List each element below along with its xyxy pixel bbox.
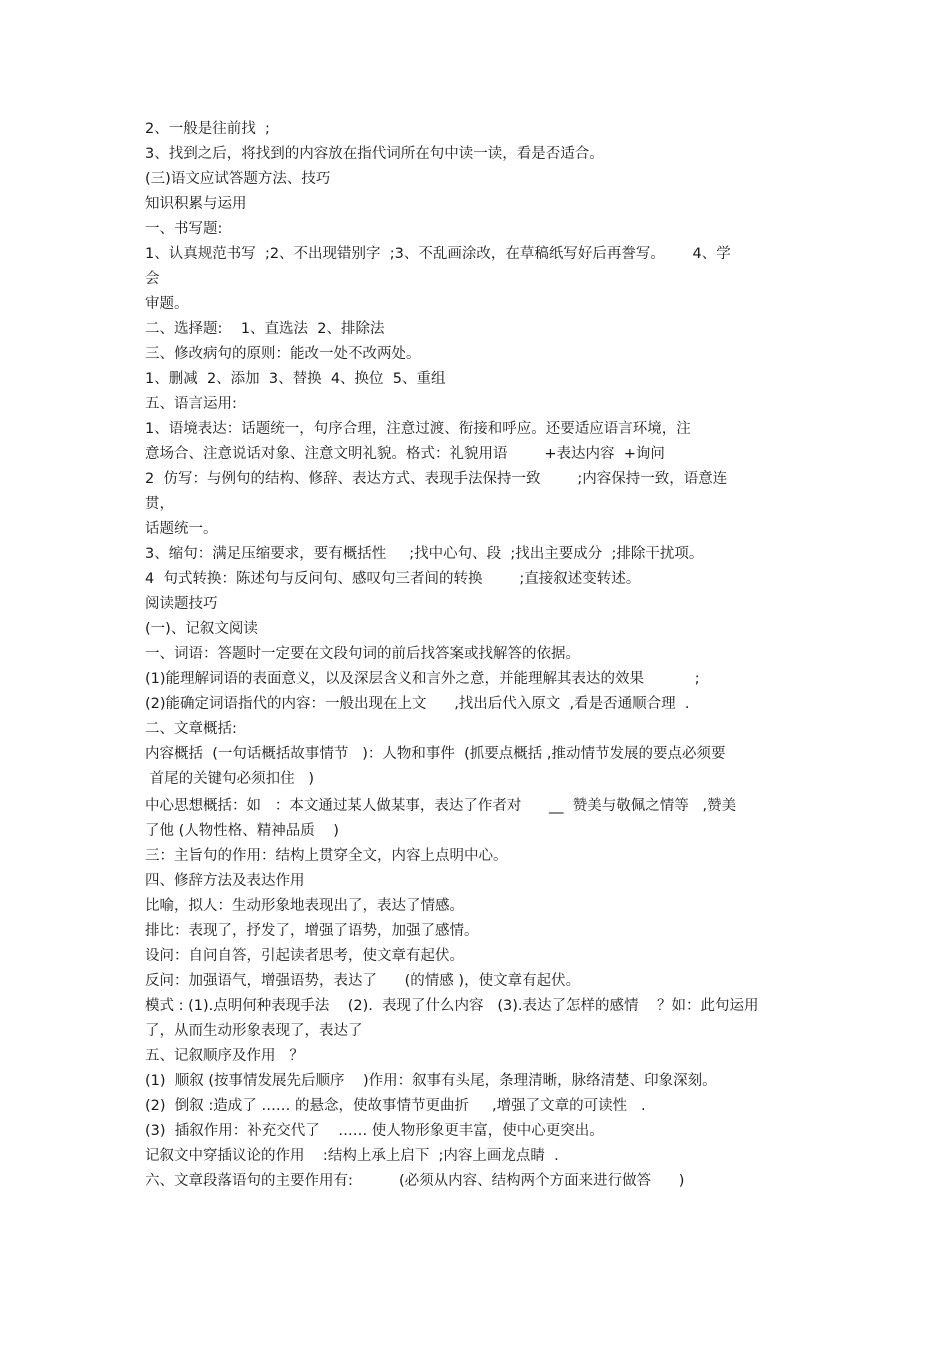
text-line: 2、一般是往前找 ; bbox=[145, 121, 270, 137]
text-line: 3、找到之后，将找到的内容放在指代词所在句中读一读，看是否适合。 bbox=[145, 146, 604, 162]
text-line: (1)能理解词语的表面意义，以及深层含义和言外之意，并能理解其表达的效果 ; bbox=[145, 671, 700, 687]
section-heading: 知识积累与运用 bbox=[145, 196, 247, 212]
text-line: 五、语言运用: bbox=[145, 396, 237, 412]
text-line: 1、删减 2、添加 3、替换 4、换位 5、重组 bbox=[145, 371, 446, 387]
text-line: 六、文章段落语句的主要作用有: (必须从内容、结构两个方面来进行做答 ) bbox=[145, 1173, 685, 1189]
text-line: 二、选择题: 1、直选法 2、排除法 bbox=[145, 321, 385, 337]
text-line: 4 句式转换：陈述句与反问句、感叹句三者间的转换 ;直接叙述变转述。 bbox=[145, 571, 641, 587]
text-line: 模式 : (1).点明何种表现手法 (2). 表现了什么内容 (3).表达了怎样的感情 ？如：此句运用 bbox=[145, 998, 759, 1014]
text-line: 1、语境表达：话题统一，句序合理，注意过渡、衔接和呼应。还要适应语言环境，注 bbox=[145, 421, 691, 437]
section-heading: 阅读题技巧 bbox=[145, 596, 218, 612]
text-line: 一、书写题: bbox=[145, 221, 223, 237]
text-line: (2) 倒叙 :造成了 …… 的悬念，使故事情节更曲折 ,增强了文章的可读性 . bbox=[145, 1098, 646, 1114]
text-line: 反问：加强语气，增强语势，表达了 (的情感 )，使文章有起伏。 bbox=[145, 973, 581, 989]
text-line: 3、缩句：满足压缩要求，要有概括性 ;找中心句、段 ;找出主要成分 ;排除干扰项。 bbox=[145, 546, 704, 562]
text-line: 设问：自问自答，引起读者思考，使文章有起伏。 bbox=[145, 948, 464, 964]
text-line: 了，从而生动形象表现了，表达了 bbox=[145, 1023, 363, 1039]
text-line: 话题统一。 bbox=[145, 521, 218, 537]
text-line: 1、认真规范书写 ;2、不出现错别字 ;3、不乱画涂改，在草稿纸写好后再誊写。 4、学 bbox=[145, 246, 731, 262]
text-line: 内容概括 (一句话概括故事情节 )：人物和事件 (抓要点概括 ,推动情节发展的要点必须要 bbox=[145, 746, 726, 762]
text-line: 贯， bbox=[145, 496, 174, 512]
text-line: 了他 (人物性格、精神品质 ) bbox=[145, 823, 339, 839]
text-line: (2)能确定词语指代的内容：一般出现在上文 ,找出后代入原文 ,看是否通顺合理 . bbox=[145, 696, 690, 712]
text-line: 会 bbox=[145, 271, 160, 287]
text-line: 一、词语：答题时一定要在文段句词的前后找答案或找解答的依据。 bbox=[145, 646, 580, 662]
text-line: 二、文章概括: bbox=[145, 721, 237, 737]
section-heading: (一)、记叙文阅读 bbox=[145, 621, 258, 637]
text-line: 三：主旨句的作用：结构上贯穿全文，内容上点明中心。 bbox=[145, 848, 508, 864]
text-line: 首尾的关键句必须扣住 ) bbox=[145, 771, 315, 787]
text-line: 三、修改病句的原则：能改一处不改两处。 bbox=[145, 346, 421, 362]
section-heading: (三)语文应试答题方法、技巧 bbox=[145, 171, 331, 187]
text-line: (1) 顺叙 (按事情发展先后顺序 )作用：叙事有头尾，条理清晰，脉络清楚、印象深刻。 bbox=[145, 1073, 717, 1089]
text-line: 中心思想概括：如 ：本文通过某人做某事，表达了作者对 __ 赞美与敬佩之情等 ,赞美 bbox=[145, 798, 737, 814]
text-line: 排比：表现了，抒发了，增强了语势，加强了感情。 bbox=[145, 923, 479, 939]
text-line: 比喻，拟人：生动形象地表现出了，表达了情感。 bbox=[145, 898, 464, 914]
text-line: 记叙文中穿插议论的作用 :结构上承上启下 ;内容上画龙点睛 . bbox=[145, 1148, 559, 1164]
text-line: 四、修辞方法及表达作用 bbox=[145, 873, 305, 889]
text-line: 意场合、注意说话对象、注意文明礼貌。格式：礼貌用语 +表达内容 +询问 bbox=[145, 446, 665, 462]
text-line: 审题。 bbox=[145, 296, 189, 312]
text-line: 五、记叙顺序及作用 ？ bbox=[145, 1048, 304, 1064]
text-line: (3) 插叙作用：补充交代了 …… 使人物形象更丰富，使中心更突出。 bbox=[145, 1123, 604, 1139]
text-line: 2 仿写：与例句的结构、修辞、表达方式、表现手法保持一致 ;内容保持一致，语意连 bbox=[145, 471, 728, 487]
